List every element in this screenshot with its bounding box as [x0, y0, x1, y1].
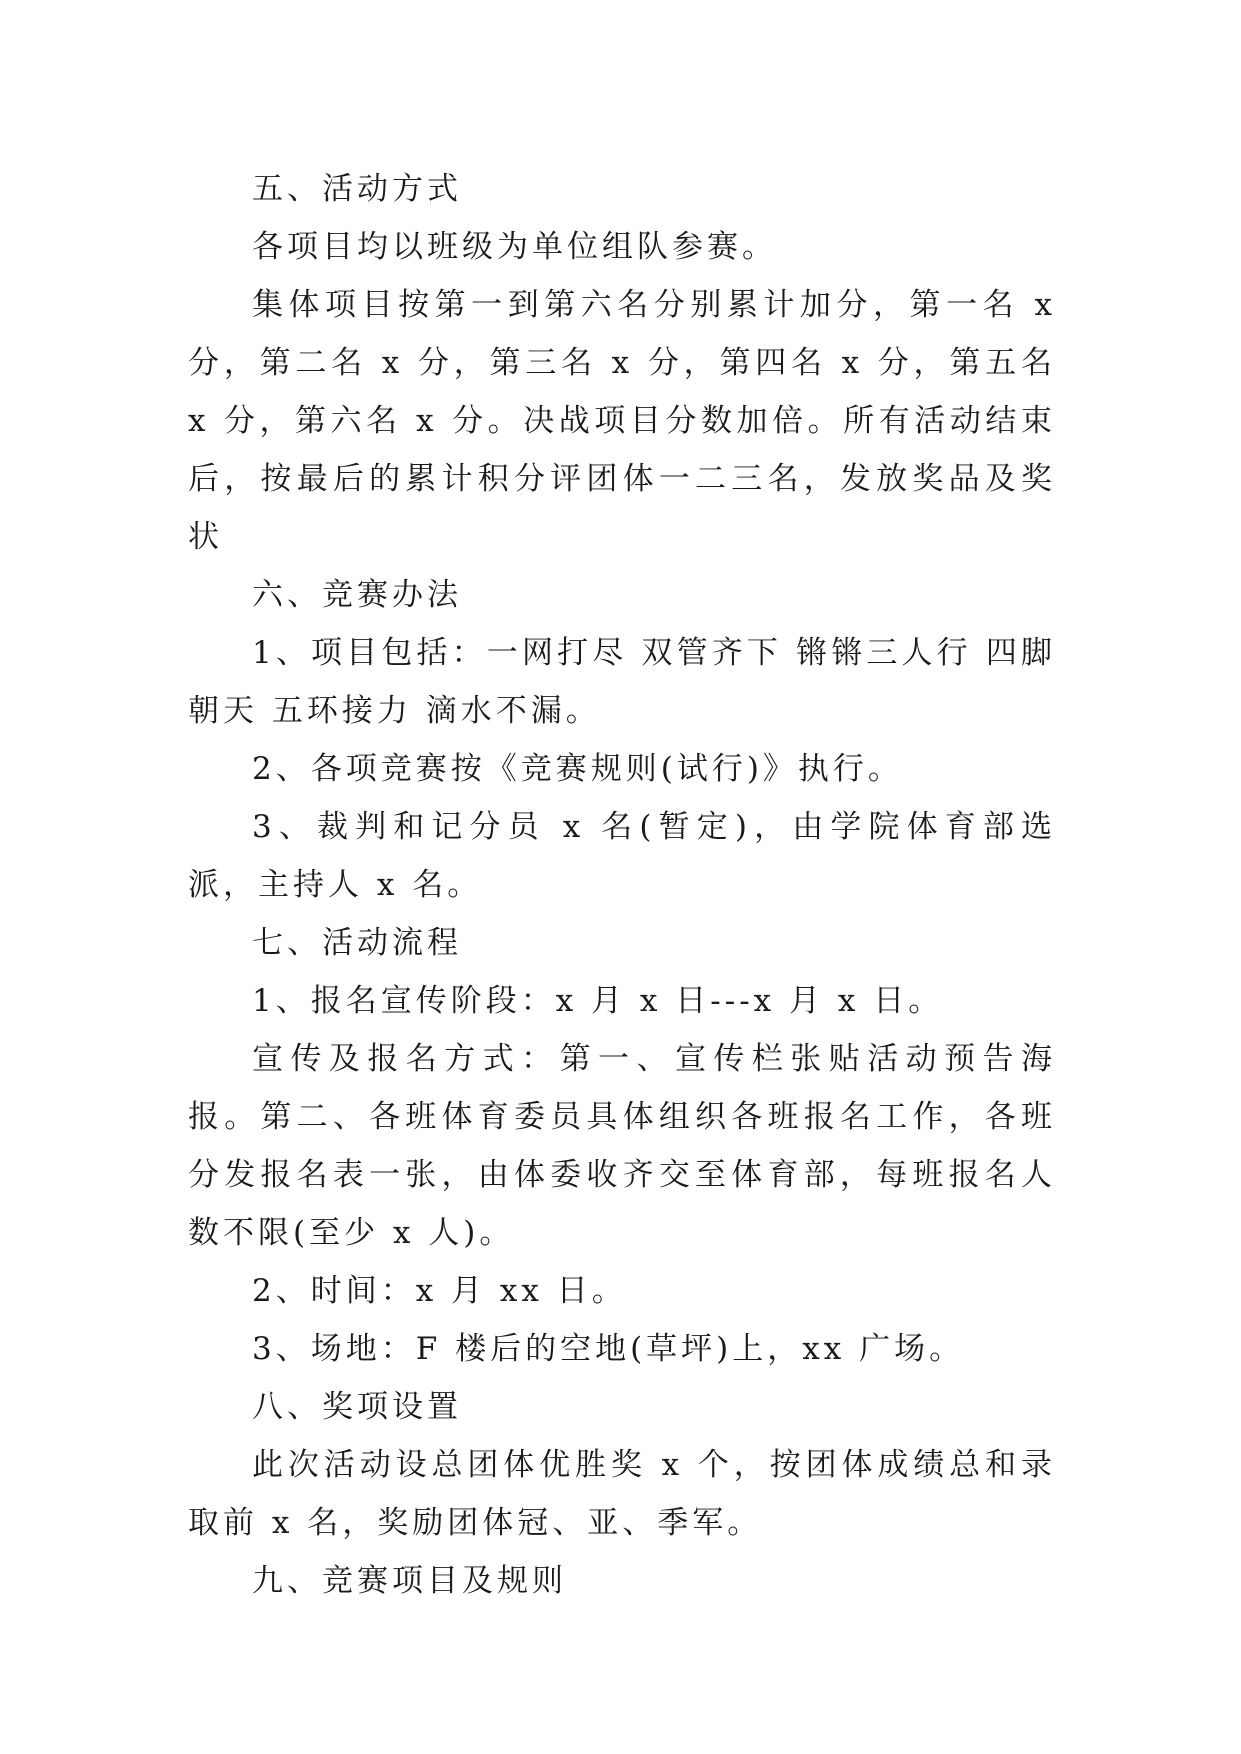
paragraph-registration-method: 宣传及报名方式：第一、宣传栏张贴活动预告海报。第二、各班体育委员具体组织各班报名工作，各班分发报名表一张，由体委收齐交至体育部，每班报名人数不限(至少 x 人)。 [188, 1041, 1056, 1251]
heading-awards: 八、奖项设置 [252, 1389, 462, 1425]
paragraph-awards-detail: 此次活动设总团体优胜奖 x 个，按团体成绩总和录取前 x 名，奖励团体冠、亚、季军。 [188, 1447, 1056, 1541]
document-body [188, 160, 1056, 1610]
heading-activity-method: 五、活动方式 [252, 171, 462, 207]
heading-events-and-rules: 九、竞赛项目及规则 [252, 1563, 567, 1599]
paragraph-registration-period: 1、报名宣传阶段：x 月 x 日---x 月 x 日。 [252, 983, 944, 1019]
paragraph-scoring: 集体项目按第一到第六名分别累计加分，第一名 x 分，第二名 x 分，第三名 x 分，第四名 x 分，第五名 x 分，第六名 x 分。决战项目分数加倍。所有活动结束后，按最后的累计积分评团体一二三名，发放奖品及奖状 [188, 287, 1056, 555]
paragraph-events-list: 1、项目包括：一网打尽 双管齐下 锵锵三人行 四脚朝天 五环接力 滴水不漏。 [188, 635, 1056, 729]
heading-activity-process: 七、活动流程 [252, 925, 462, 961]
heading-competition-rules: 六、竞赛办法 [252, 577, 462, 613]
paragraph-referees: 3、裁判和记分员 x 名(暂定)，由学院体育部选派，主持人 x 名。 [188, 809, 1056, 903]
paragraph-team-entry: 各项目均以班级为单位组队参赛。 [252, 229, 777, 265]
paragraph-time: 2、时间：x 月 xx 日。 [252, 1273, 627, 1309]
paragraph-rules-reference: 2、各项竞赛按《竞赛规则(试行)》执行。 [252, 751, 903, 787]
paragraph-venue: 3、场地：F 楼后的空地(草坪)上，xx 广场。 [252, 1331, 965, 1367]
